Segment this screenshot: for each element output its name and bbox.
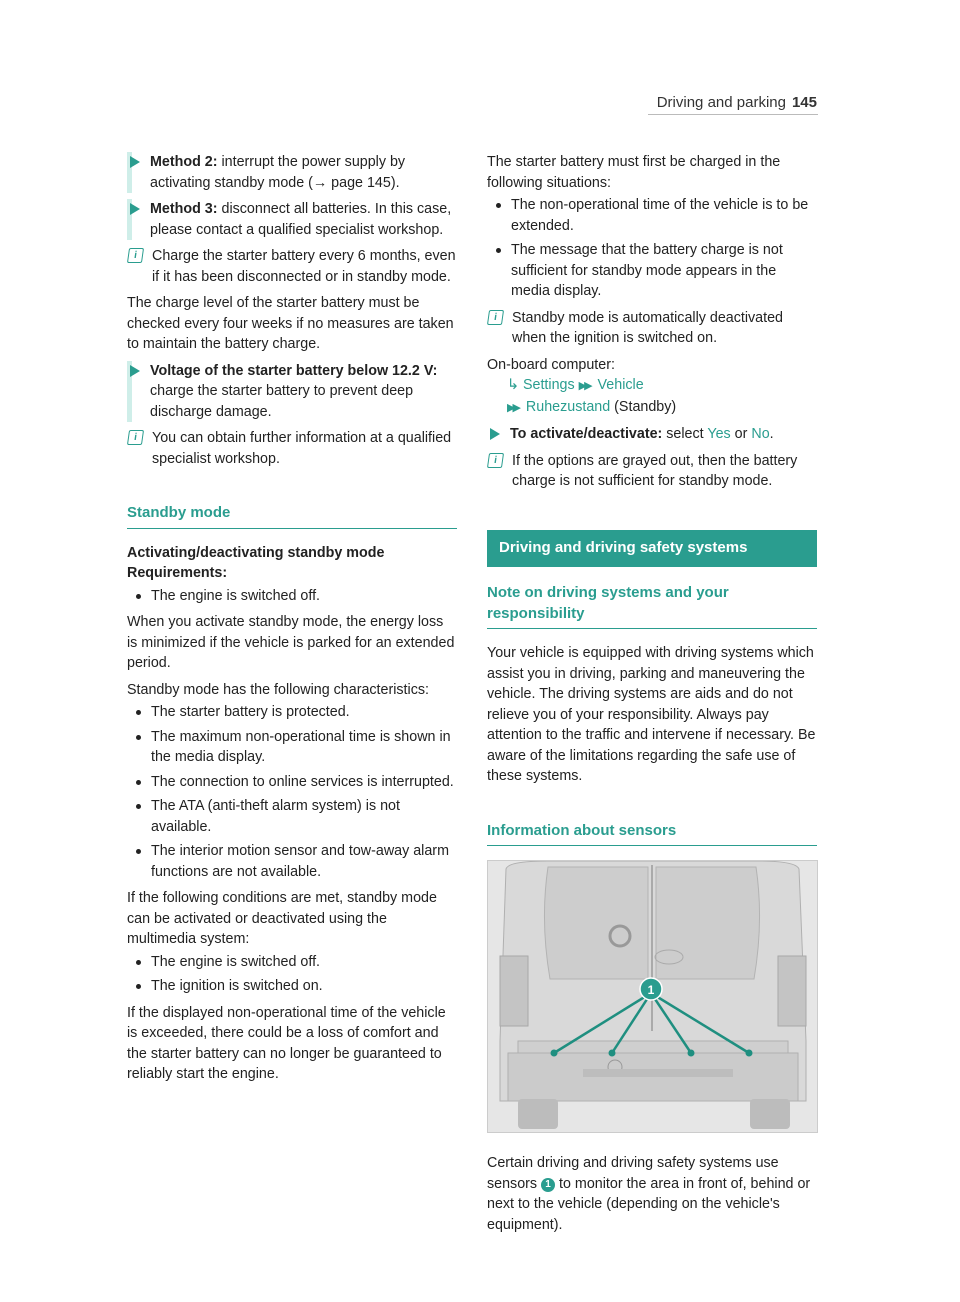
info-icon: i bbox=[127, 430, 144, 445]
left-column bbox=[127, 152, 457, 1091]
header-section: Driving and parking bbox=[656, 94, 786, 111]
option-no[interactable]: No bbox=[751, 426, 770, 442]
step-arrow-icon bbox=[130, 203, 140, 215]
period: . bbox=[769, 426, 774, 442]
activate-label: To activate/deactivate: bbox=[510, 426, 663, 442]
responsibility-title: Note on driving systems and your responsibility bbox=[487, 583, 817, 629]
list-item: The maximum non-operational time is shown in the media display. bbox=[127, 727, 457, 768]
step-arrow-icon bbox=[490, 428, 500, 440]
path-standby: (Standby) bbox=[614, 398, 677, 415]
double-chevron-icon: ▶▶ bbox=[507, 401, 518, 414]
sensor-figure bbox=[487, 860, 818, 1133]
activate-step bbox=[487, 424, 817, 445]
situations-list bbox=[487, 195, 817, 302]
list-item: The connection to online services is interrupted. bbox=[127, 772, 457, 793]
note-text: If the options are grayed out, then the battery charge is not sufficient for standby mode. bbox=[512, 452, 798, 489]
chapter-band: Driving and driving safety systems bbox=[487, 530, 817, 568]
list-item: The starter battery is protected. bbox=[127, 702, 457, 723]
requirements-list bbox=[127, 586, 457, 607]
charge-level-paragraph: The charge level of the starter battery must be checked every four weeks if no measures are taken to maintain the battery charge. bbox=[127, 295, 454, 352]
info-icon: i bbox=[127, 248, 144, 263]
method-2-step bbox=[127, 152, 457, 193]
sensors-title: Information about sensors bbox=[487, 821, 817, 847]
conditions-list bbox=[127, 952, 457, 997]
right-column bbox=[487, 152, 817, 1241]
method-3-step bbox=[127, 199, 457, 240]
select-word: select bbox=[666, 426, 704, 442]
onboard-label: On-board computer: bbox=[487, 356, 615, 373]
callout-badge-icon: 1 bbox=[541, 1178, 555, 1192]
method-3-text: disconnect all batteries. In this case, please contact a qualified specialist workshop. bbox=[150, 201, 452, 238]
conditions-intro: If the following conditions are met, standby mode can be activated or deactivated using the multimedia system: bbox=[127, 890, 437, 947]
method-2-label: Method 2: bbox=[150, 154, 218, 170]
note-workshop bbox=[127, 428, 457, 469]
note-text: Charge the starter battery every 6 months, even if it has been disconnected or in standby mode. bbox=[152, 248, 456, 285]
note-grayed-out bbox=[487, 451, 817, 492]
charge-first-intro: The starter battery must first be charged in the following situations: bbox=[487, 154, 781, 191]
or-word: or bbox=[734, 426, 748, 442]
energy-paragraph: When you activate standby mode, the energy loss is minimized if the vehicle is parked for an extended period. bbox=[127, 614, 455, 671]
list-item: The message that the battery charge is not sufficient for standby mode appears in the media display. bbox=[487, 240, 817, 302]
requirements-label: Requirements: bbox=[127, 565, 228, 581]
exceeded-paragraph: If the displayed non-operational time of the vehicle is exceeded, there could be a loss of comfort and the starter battery can no longer be guaranteed to reliably start the engine. bbox=[127, 1004, 446, 1082]
path-vehicle[interactable]: Vehicle bbox=[597, 377, 644, 393]
running-header bbox=[657, 93, 817, 114]
double-chevron-icon: ▶▶ bbox=[578, 380, 590, 392]
path-settings[interactable]: Settings bbox=[522, 377, 575, 393]
header-rule bbox=[648, 114, 818, 115]
info-icon: i bbox=[487, 453, 504, 468]
voltage-step bbox=[127, 361, 457, 423]
method-3-label: Method 3: bbox=[150, 201, 218, 217]
list-item: The non-operational time of the vehicle is to be extended. bbox=[487, 195, 817, 236]
list-item: The engine is switched off. bbox=[127, 952, 457, 973]
list-item: The engine is switched off. bbox=[127, 586, 457, 607]
sensors-text-b: to monitor the area in front of, behind or next to the vehicle (depending on the vehicle's equipment). bbox=[487, 1175, 811, 1233]
note-auto-deactivate bbox=[487, 308, 817, 349]
note-text: You can obtain further information at a qualified specialist workshop. bbox=[152, 430, 452, 467]
menu-path bbox=[487, 375, 817, 418]
step-arrow-icon bbox=[130, 365, 140, 377]
info-icon: i bbox=[487, 310, 504, 325]
voltage-label: Voltage of the starter battery below 12.2 V: bbox=[150, 362, 438, 379]
note-charge-interval bbox=[127, 246, 457, 287]
responsibility-paragraph: Your vehicle is equipped with driving systems which assist you in driving, parking and maneuvering the vehicle. The driving systems are aids and do not relieve you of your responsibility. Always pay attention to the traffic and intervene if necessary. Be aware of the limitations regarding the safe use of these systems. bbox=[487, 645, 816, 784]
characteristics-intro: Standby mode has the following characteristics: bbox=[127, 681, 429, 698]
step-arrow-icon bbox=[130, 156, 140, 168]
return-arrow-icon: ↳ bbox=[507, 377, 519, 393]
figure-callout-1: 1 bbox=[647, 983, 655, 997]
voltage-text: charge the starter battery to prevent deep discharge damage. bbox=[150, 383, 414, 420]
method-2-text: interrupt the power supply by activating standby mode (→ page 145). bbox=[150, 154, 406, 191]
characteristics-list bbox=[127, 702, 457, 882]
path-ruhezustand[interactable]: Ruhezustand bbox=[525, 398, 611, 415]
note-text: Standby mode is automatically deactivated when the ignition is switched on. bbox=[512, 309, 783, 346]
sensors-paragraph bbox=[487, 1153, 817, 1235]
activating-subtitle: Activating/deactivating standby mode bbox=[127, 544, 385, 561]
van-rear-illustration bbox=[488, 861, 817, 1132]
list-item: The ignition is switched on. bbox=[127, 976, 457, 997]
option-yes[interactable]: Yes bbox=[707, 426, 731, 442]
standby-section-title: Standby mode bbox=[127, 503, 457, 529]
sensors-text-a: Certain driving and driving safety systems use sensors bbox=[487, 1155, 779, 1192]
list-item: The interior motion sensor and tow-away alarm functions are not available. bbox=[127, 841, 457, 882]
page-number: 145 bbox=[791, 94, 817, 111]
list-item: The ATA (anti-theft alarm system) is not available. bbox=[127, 796, 457, 837]
